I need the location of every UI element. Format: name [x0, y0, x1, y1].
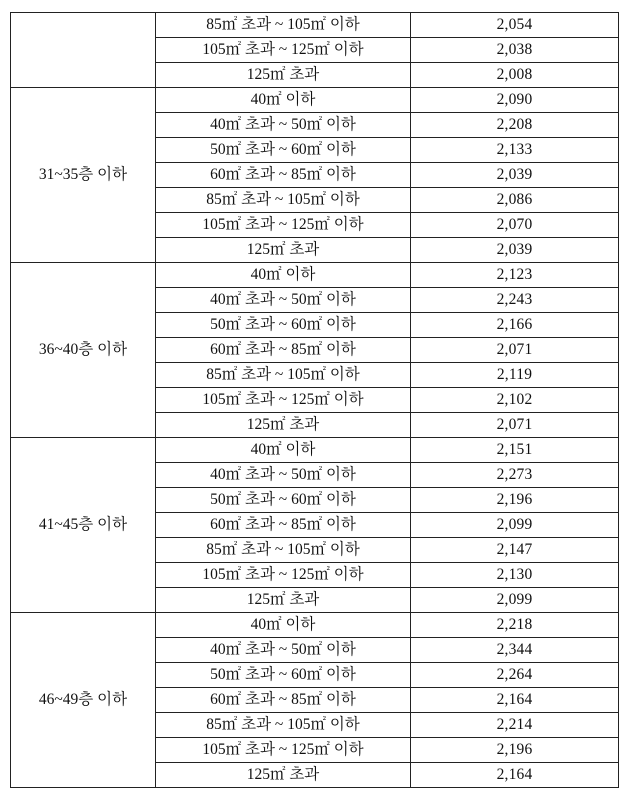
area-range-cell: 40㎡ 초과 ~ 50㎡ 이하 — [156, 463, 411, 488]
area-range-cell: 105㎡ 초과 ~ 125㎡ 이하 — [156, 563, 411, 588]
price-cell: 2,038 — [411, 38, 619, 63]
area-range-cell: 40㎡ 이하 — [156, 263, 411, 288]
area-range-cell: 40㎡ 이하 — [156, 613, 411, 638]
area-range-cell: 85㎡ 초과 ~ 105㎡ 이하 — [156, 538, 411, 563]
area-range-cell: 125㎡ 초과 — [156, 413, 411, 438]
area-range-cell: 105㎡ 초과 ~ 125㎡ 이하 — [156, 213, 411, 238]
area-range-cell: 60㎡ 초과 ~ 85㎡ 이하 — [156, 688, 411, 713]
area-range-cell: 105㎡ 초과 ~ 125㎡ 이하 — [156, 388, 411, 413]
table-row — [11, 13, 619, 38]
floor-range-cell — [11, 13, 156, 88]
floor-range-cell: 31~35층 이하 — [11, 88, 156, 263]
price-table-body — [11, 13, 619, 788]
area-range-cell: 60㎡ 초과 ~ 85㎡ 이하 — [156, 338, 411, 363]
area-range-cell: 125㎡ 초과 — [156, 238, 411, 263]
price-cell: 2,133 — [411, 138, 619, 163]
price-cell: 2,099 — [411, 513, 619, 538]
price-cell: 2,130 — [411, 563, 619, 588]
area-range-cell: 105㎡ 초과 ~ 125㎡ 이하 — [156, 38, 411, 63]
area-range-cell: 40㎡ 이하 — [156, 438, 411, 463]
price-cell: 2,164 — [411, 688, 619, 713]
price-cell: 2,214 — [411, 713, 619, 738]
area-range-cell: 85㎡ 초과 ~ 105㎡ 이하 — [156, 713, 411, 738]
price-cell: 2,054 — [411, 13, 619, 38]
price-cell: 2,218 — [411, 613, 619, 638]
price-cell: 2,151 — [411, 438, 619, 463]
floor-range-cell: 41~45층 이하 — [11, 438, 156, 613]
area-range-cell: 125㎡ 초과 — [156, 763, 411, 788]
price-cell: 2,243 — [411, 288, 619, 313]
area-range-cell: 105㎡ 초과 ~ 125㎡ 이하 — [156, 738, 411, 763]
area-range-cell: 40㎡ 초과 ~ 50㎡ 이하 — [156, 638, 411, 663]
area-range-cell: 60㎡ 초과 ~ 85㎡ 이하 — [156, 513, 411, 538]
price-cell: 2,196 — [411, 738, 619, 763]
price-cell: 2,196 — [411, 488, 619, 513]
floor-range-cell: 46~49층 이하 — [11, 613, 156, 788]
price-cell: 2,264 — [411, 663, 619, 688]
area-range-cell: 40㎡ 이하 — [156, 88, 411, 113]
floor-range-cell: 36~40층 이하 — [11, 263, 156, 438]
area-range-cell: 50㎡ 초과 ~ 60㎡ 이하 — [156, 138, 411, 163]
price-cell: 2,099 — [411, 588, 619, 613]
area-range-cell: 60㎡ 초과 ~ 85㎡ 이하 — [156, 163, 411, 188]
area-range-cell: 50㎡ 초과 ~ 60㎡ 이하 — [156, 663, 411, 688]
price-cell: 2,164 — [411, 763, 619, 788]
price-cell: 2,008 — [411, 63, 619, 88]
area-range-cell: 40㎡ 초과 ~ 50㎡ 이하 — [156, 113, 411, 138]
price-cell: 2,102 — [411, 388, 619, 413]
price-cell: 2,166 — [411, 313, 619, 338]
area-range-cell: 125㎡ 초과 — [156, 63, 411, 88]
price-table — [10, 12, 619, 788]
price-cell: 2,208 — [411, 113, 619, 138]
area-range-cell: 40㎡ 초과 ~ 50㎡ 이하 — [156, 288, 411, 313]
price-cell: 2,147 — [411, 538, 619, 563]
table-row — [11, 613, 619, 638]
area-range-cell: 85㎡ 초과 ~ 105㎡ 이하 — [156, 13, 411, 38]
price-cell: 2,071 — [411, 413, 619, 438]
price-cell: 2,039 — [411, 238, 619, 263]
price-cell: 2,090 — [411, 88, 619, 113]
price-cell: 2,273 — [411, 463, 619, 488]
price-cell: 2,039 — [411, 163, 619, 188]
table-row — [11, 438, 619, 463]
price-cell: 2,119 — [411, 363, 619, 388]
price-cell: 2,070 — [411, 213, 619, 238]
area-range-cell: 50㎡ 초과 ~ 60㎡ 이하 — [156, 488, 411, 513]
area-range-cell: 125㎡ 초과 — [156, 588, 411, 613]
price-cell: 2,086 — [411, 188, 619, 213]
area-range-cell: 85㎡ 초과 ~ 105㎡ 이하 — [156, 188, 411, 213]
price-cell: 2,123 — [411, 263, 619, 288]
area-range-cell: 85㎡ 초과 ~ 105㎡ 이하 — [156, 363, 411, 388]
table-row — [11, 88, 619, 113]
table-row — [11, 263, 619, 288]
price-cell: 2,071 — [411, 338, 619, 363]
area-range-cell: 50㎡ 초과 ~ 60㎡ 이하 — [156, 313, 411, 338]
price-cell: 2,344 — [411, 638, 619, 663]
